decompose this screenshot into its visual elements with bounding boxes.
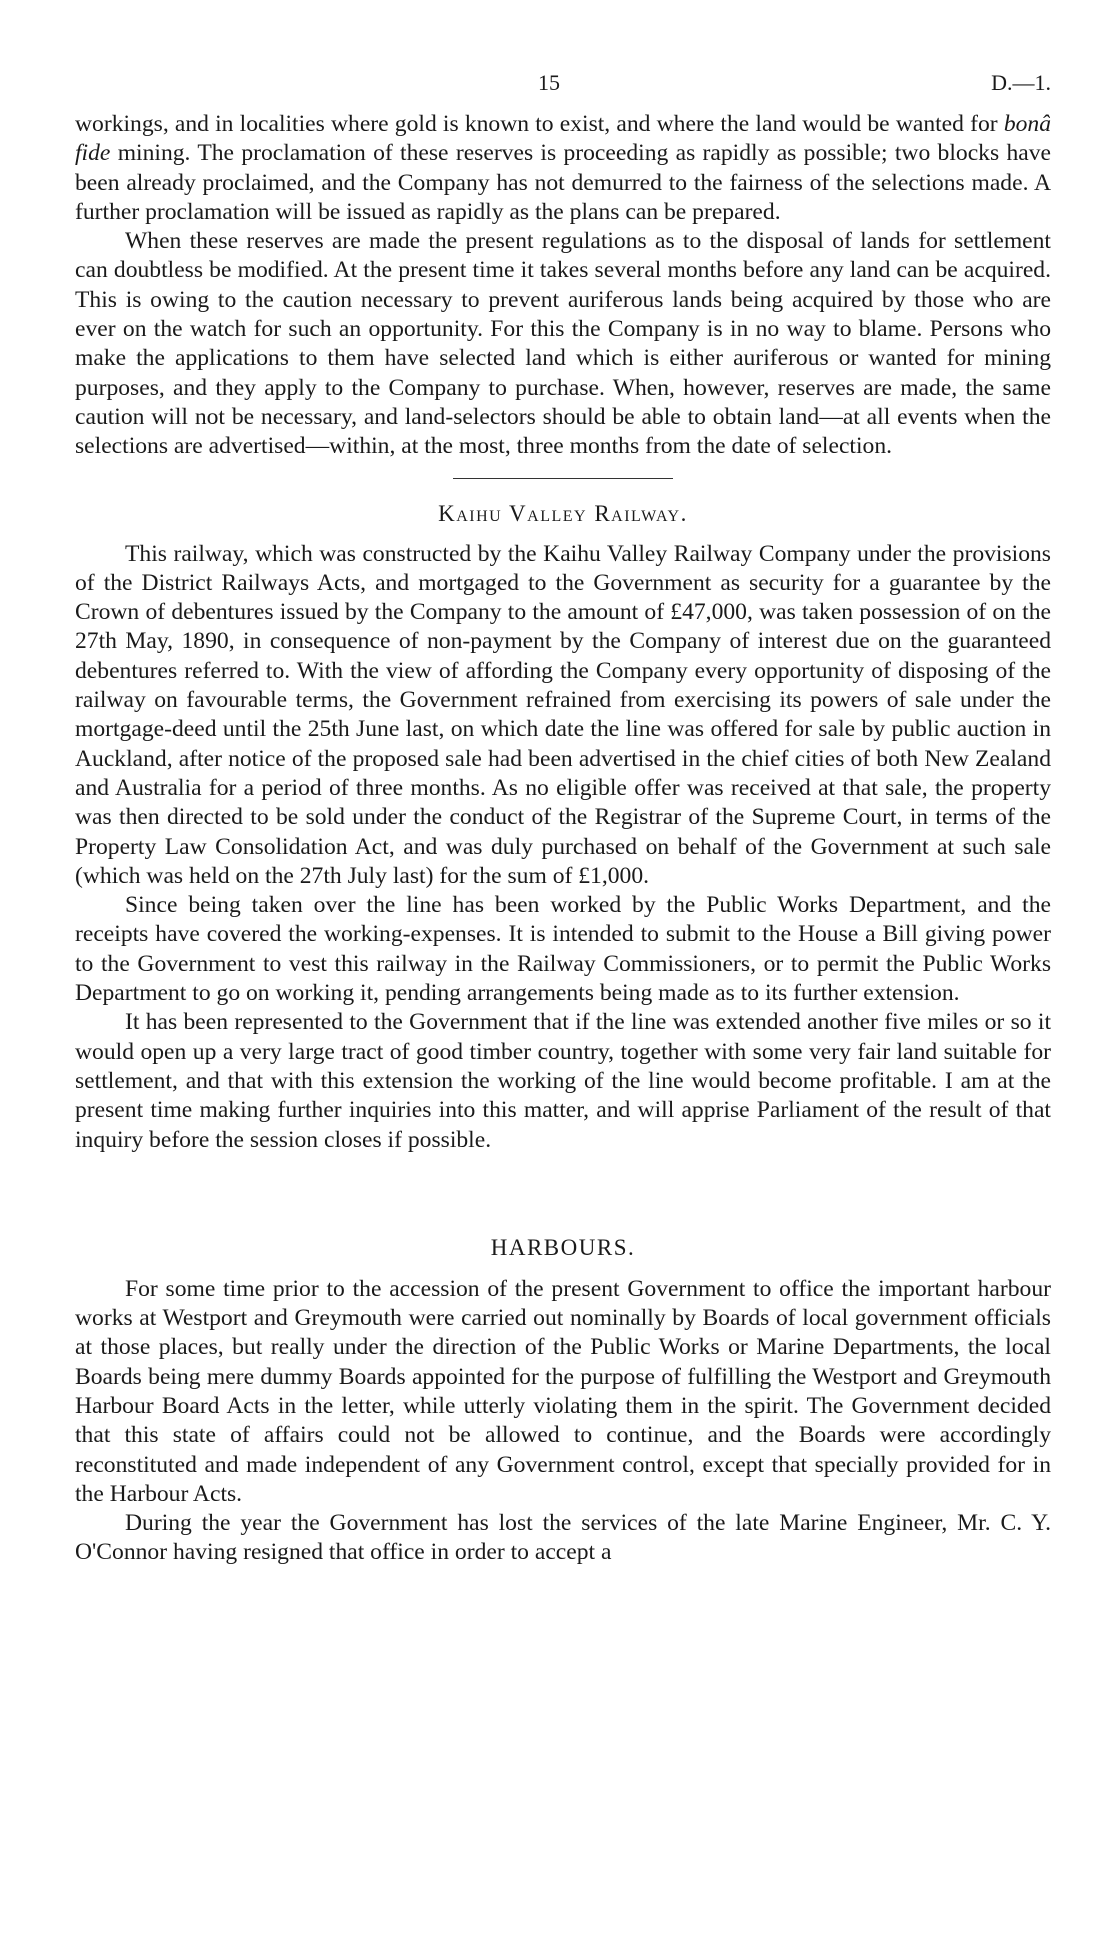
intro-p1-after: mining. The proclamation of these reserves is proceeding as rapidly as possible; two blocks have been already proclaimed, and the Company has not demurred to the fairness of the selections made. A further proclamation will be issued as rapidly as the plans can be prepared. <box>75 140 1051 225</box>
kaihu-paragraph-1: This railway, which was constructed by the Kaihu Valley Railway Company under the provisions of the District Railways Acts, and mortgaged to the Government as security for a guarantee by the Crown of debentures issued by the Company to the amount of £47,000, was taken possession of on the 27th May, 1890, in consequence of non-payment by the Company of interest due on the guaranteed debentures referred to. With the view of affording the Company every opportunity of disposing of the railway on favourable terms, the Government refrained from exercising its powers of sale under the mortgage-deed until the 25th June last, on which date the line was offered for sale by public auction in Auckland, after notice of the proposed sale had been advertised in the chief cities of both New Zealand and Australia for a period of three months. As no eligible offer was received at that sale, the property was then directed to be sold under the conduct of the Registrar of the Supreme Court, in terms of the Property Law Consolidation Act, and was duly purchased on behalf of the Government at such sale (which was held on the 27th July last) for the sum of £1,000. <box>75 540 1051 889</box>
intro-p1-italic: bonâ fide <box>75 111 1051 167</box>
intro-p1-before: workings, and in localities where gold is known to exist, and where the land would be wanted for <box>75 111 1004 137</box>
page-number: 15 <box>538 70 560 95</box>
document-page <box>75 70 1051 1568</box>
intro-paragraph-1 <box>75 110 1051 227</box>
intro-paragraph-2: When these reserves are made the present regulations as to the disposal of lands for settlement can doubtless be modified. At the present time it takes several months before any land can be acquired. This is owing to the caution necessary to prevent auriferous lands being acquired by those who are ever on the watch for such an opportunity. For this the Company is in no way to blame. Persons who make the applications to them have selected land which is either auriferous or wanted for mining purposes, and they apply to the Company to purchase. When, however, reserves are made, the same caution will not be necessary, and land-selectors should be able to obtain land—at all events when the selections are advertised—within, at the most, three months from the date of selection. <box>75 228 1051 460</box>
page-header <box>75 70 1051 110</box>
document-reference: D.—1. <box>991 70 1051 95</box>
kaihu-paragraph-3: It has been represented to the Government that if the line was extended another five miles or so it would open up a very large tract of good timber country, together with some very fair land suitable for settlement, and that with this extension the working of the line would become profitable. I am at the present time making further inquiries into this matter, and will apprise Parliament of the result of that inquiry before the session closes if possible. <box>75 1009 1051 1153</box>
harbours-paragraph-2: During the year the Government has lost the services of the late Marine Engineer, Mr. C. Y. O'Connor having resigned that office in order to accept a <box>75 1510 1051 1566</box>
harbours-section-title: HARBOURS. <box>490 1234 636 1260</box>
kaihu-paragraph-2: Since being taken over the line has been worked by the Public Works Department, and the receipts have covered the working-expenses. It is intended to submit to the House a Bill giving power to the Government to vest this railway in the Railway Commissioners, or to permit the Public Works Department to go on working it, pending arrangements being made as to its further extension. <box>75 892 1051 1007</box>
kaihu-title-text: Kaihu Valley Railway. <box>438 500 688 526</box>
kaihu-section-title <box>75 499 1051 530</box>
harbours-paragraph-1: For some time prior to the accession of the present Government to office the important harbour works at Westport and Greymouth were carried out nominally by Boards of local government officials at those places, but really under the direction of the Public Works or Marine Departments, the local Boards being mere dummy Boards appointed for the purpose of fulfilling the Westport and Greymouth Harbour Board Acts in the letter, while utterly violating them in the spirit. The Government decided that this state of affairs could not be allowed to continue, and the Boards were accordingly reconstituted and made independent of any Government control, except that specially provided for in the Harbour Acts. <box>75 1275 1051 1507</box>
section-divider <box>453 478 673 479</box>
